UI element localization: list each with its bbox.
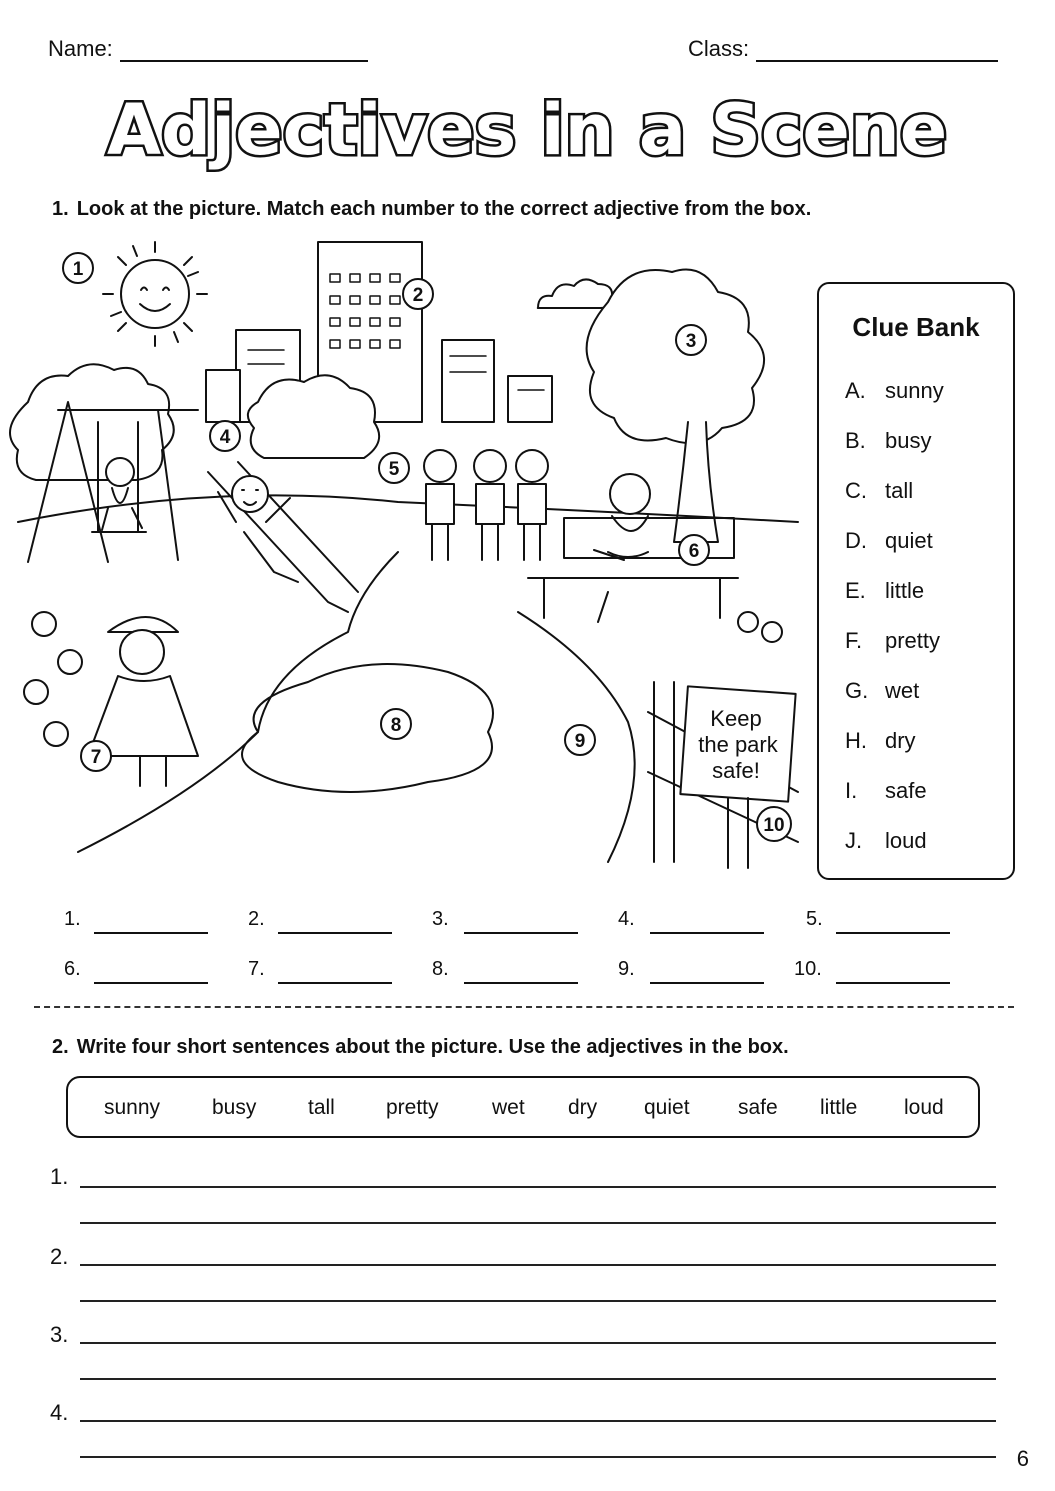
clue-item: H. dry: [845, 728, 916, 753]
clue-item: I. safe: [845, 778, 927, 803]
clue-bank-title: Clue Bank: [852, 312, 980, 342]
sentence-number-3: 3.: [50, 1322, 69, 1347]
answer-blank-3[interactable]: 3.: [432, 908, 449, 938]
answer-blank-5[interactable]: 5.: [806, 908, 823, 938]
callout-4: 4: [219, 427, 231, 448]
sign-text-line-2: the park: [698, 732, 778, 757]
adjective-word-box: [66, 1076, 980, 1138]
callout-9: 9: [574, 731, 586, 752]
word-box-item: tall: [308, 1096, 335, 1119]
sign-text-line-3: safe!: [712, 758, 760, 783]
clue-item: F. pretty: [845, 628, 941, 653]
word-box-item: busy: [212, 1096, 257, 1119]
answer-blank-10[interactable]: 10.: [794, 958, 822, 988]
word-box-item: sunny: [104, 1096, 161, 1119]
page-title-text: Adjectives in a Scene: [106, 89, 948, 171]
clue-item: D. quiet: [845, 528, 933, 553]
sentence-number-1: 1.: [50, 1164, 69, 1189]
clue-item: C. tall: [845, 478, 914, 503]
sentence-line[interactable]: [80, 1222, 996, 1224]
clue-item: A. sunny: [845, 378, 944, 403]
name-label: Name:: [48, 36, 113, 61]
answer-blank-6[interactable]: 6.: [64, 958, 81, 988]
sentence-line[interactable]: [80, 1378, 996, 1380]
word-box-item: quiet: [644, 1096, 690, 1119]
clue-item: J. loud: [845, 828, 927, 853]
sentence-line[interactable]: [80, 1186, 996, 1188]
sentence-number-2: 2.: [50, 1244, 69, 1269]
callout-6: 6: [688, 541, 700, 562]
header-row: [48, 36, 1003, 66]
question-2-heading: [52, 1036, 789, 1059]
section-divider: [34, 1006, 1014, 1008]
callout-8: 8: [390, 715, 402, 736]
word-box-item: loud: [904, 1096, 944, 1119]
sentence-line[interactable]: [80, 1342, 996, 1344]
answer-blank-2[interactable]: 2.: [248, 908, 265, 938]
clue-item: G. wet: [845, 678, 920, 703]
word-box-item: safe: [738, 1096, 778, 1119]
word-box-item: wet: [492, 1096, 525, 1119]
sentence-line[interactable]: [80, 1300, 996, 1302]
answer-blank-1[interactable]: 1.: [64, 908, 81, 938]
question-1-number: 1.: [52, 198, 69, 220]
callout-5: 5: [388, 459, 400, 480]
sentence-number-4: 4.: [50, 1400, 69, 1425]
callout-3: 3: [685, 331, 697, 352]
clue-item: B. busy: [845, 428, 932, 453]
answer-blank-8[interactable]: 8.: [432, 958, 449, 988]
word-box-item: little: [820, 1096, 858, 1119]
question-2-text: Write four short sentences about the picture. Use the adjectives in the box.: [76, 1036, 789, 1058]
answer-blank-9[interactable]: 9.: [618, 958, 635, 988]
sentence-line[interactable]: [80, 1456, 996, 1458]
page-number: 6: [1016, 1446, 1029, 1471]
class-label: Class:: [688, 36, 750, 61]
question-1-text: Look at the picture. Match each number to the correct adjective from the box.: [76, 198, 812, 220]
clue-item: E. little: [845, 578, 925, 603]
callout-7: 7: [90, 747, 102, 768]
sun-drawing: [103, 242, 207, 346]
question-2-number: 2.: [52, 1036, 69, 1058]
word-box-item: pretty: [386, 1096, 439, 1119]
park-scene-illustration: [8, 232, 808, 882]
word-box-item: dry: [568, 1096, 598, 1119]
clue-bank: [817, 282, 1015, 880]
question-1-heading: [52, 198, 811, 221]
page-title: [0, 84, 1055, 174]
class-field-line[interactable]: [756, 60, 998, 62]
callout-2: 2: [412, 285, 424, 306]
sentence-line[interactable]: [80, 1264, 996, 1266]
callout-1: 1: [72, 259, 84, 280]
sentence-line[interactable]: [80, 1420, 996, 1422]
sign-text-line-1: Keep: [710, 706, 762, 731]
name-field-line[interactable]: [120, 60, 368, 62]
answer-blank-7[interactable]: 7.: [248, 958, 265, 988]
answer-blank-4[interactable]: 4.: [618, 908, 635, 938]
callout-10: 10: [763, 815, 785, 836]
